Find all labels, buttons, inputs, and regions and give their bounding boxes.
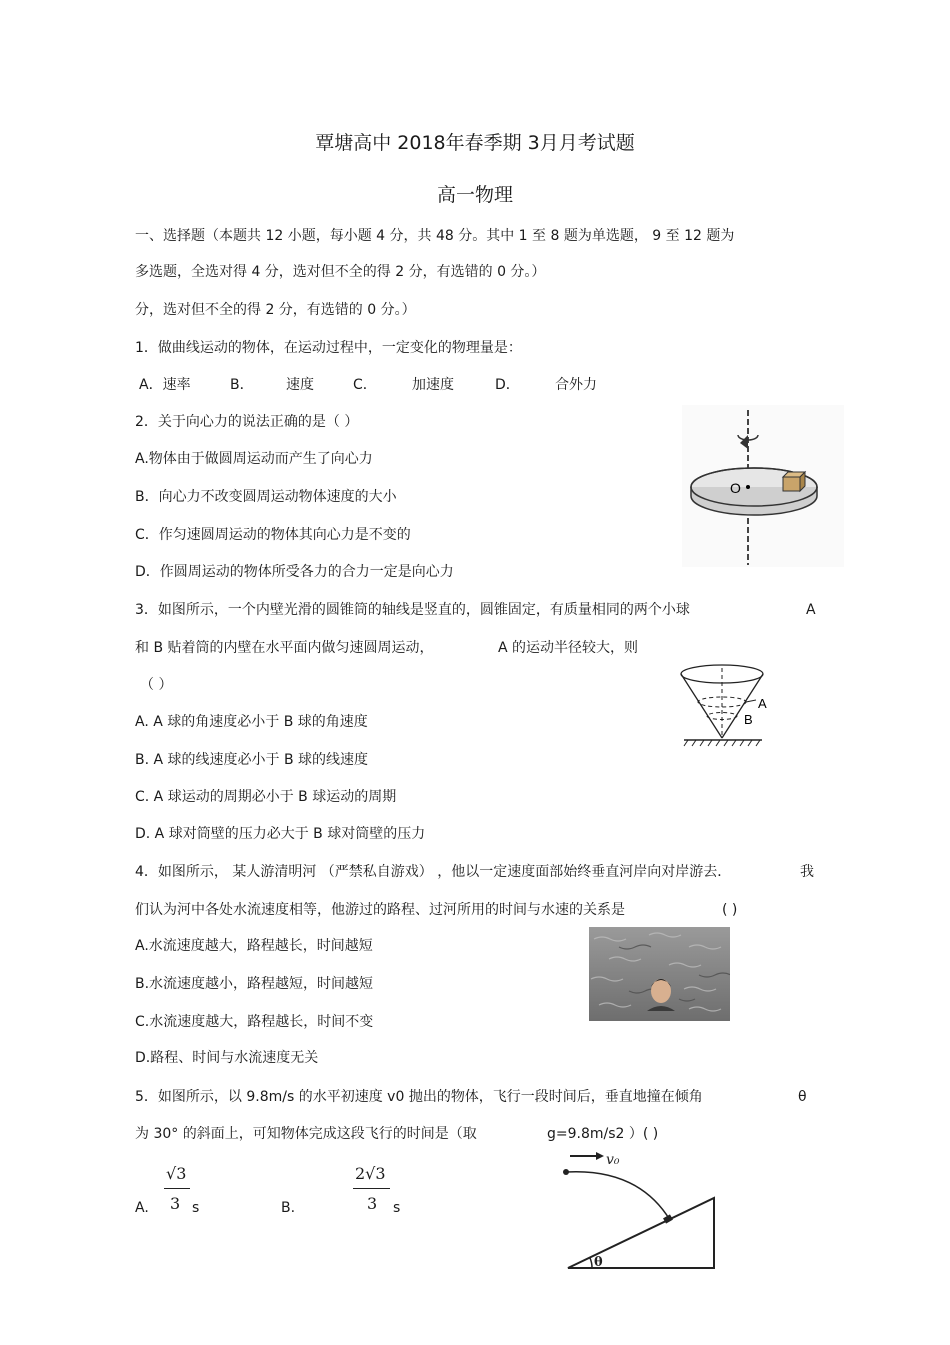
q4-option-a: A.水流速度越大，路程越长，时间越短 <box>135 938 373 954</box>
q1-option-a: A．速率 <box>139 377 191 393</box>
rotating-disk-figure <box>682 405 844 567</box>
q5-stem-theta: θ <box>798 1089 807 1105</box>
q3-option-d: D. A 球对筒壁的压力必大于 B 球对筒壁的压力 <box>135 826 426 842</box>
q2-stem: 2．关于向心力的说法正确的是（ ） <box>135 414 359 430</box>
q5-option-b-label: B. <box>281 1200 296 1216</box>
q5-option-b-numerator: 2√3 <box>355 1164 386 1183</box>
disk-center-label: O <box>730 480 741 496</box>
q3-stem-a: A <box>806 602 816 618</box>
q4-stem-line2-paren: ( ) <box>722 902 738 918</box>
q5-stem-line1: 5．如图所示，以 9.8m/s 的水平初速度 v0 抛出的物体，飞行一段时间后，垂直地撞在倾角 <box>135 1089 703 1105</box>
projectile-incline-figure <box>558 1150 724 1275</box>
cone-ball-b-label: B <box>744 712 753 727</box>
q4-stem-line1-end: 我 <box>800 864 814 880</box>
q1-stem: 1．做曲线运动的物体，在运动过程中，一定变化的物理量是： <box>135 340 522 356</box>
q5-stem-line2b: g=9.8m/s2 ）( ) <box>547 1126 659 1142</box>
q5-option-b-fraction-bar <box>353 1188 390 1189</box>
swimmer-photo <box>589 927 730 1021</box>
cone-ball-a-label: A <box>758 696 767 711</box>
q5-option-a-denominator: 3 <box>170 1194 181 1213</box>
q4-stem-line2: 们认为河中各处水流速度相等，他游过的路程、过河所用的时间与水速的关系是 <box>135 902 625 918</box>
section-intro-line2: 多选题，全选对得 4 分，选对但不全的得 2 分，有选错的 0 分。） <box>135 264 546 280</box>
q4-option-d: D.路程、时间与水流速度无关 <box>135 1050 319 1066</box>
q5-option-a-fraction-bar <box>164 1188 190 1189</box>
q2-option-d: D．作圆周运动的物体所受各力的合力一定是向心力 <box>135 564 454 580</box>
q1-option-d-text: 合外力 <box>555 377 597 393</box>
q3-option-a: A. A 球的角速度必小于 B 球的角速度 <box>135 714 368 730</box>
q1-option-c-text: 加速度 <box>412 377 454 393</box>
q2-option-b: B．向心力不改变圆周运动物体速度的大小 <box>135 489 397 505</box>
q1-option-b-label: B． <box>230 377 254 393</box>
initial-velocity-label: v₀ <box>606 1152 620 1168</box>
q3-option-b: B. A 球的线速度必小于 B 球的线速度 <box>135 752 369 768</box>
incline-angle-label: θ <box>594 1255 603 1270</box>
q3-stem-line2: 和 B 贴着筒的内壁在水平面内做匀速圆周运动， <box>135 640 434 656</box>
q5-option-b-denominator: 3 <box>367 1194 378 1213</box>
q3-stem-line2b: A 的运动半径较大，则 <box>498 640 639 656</box>
q1-option-c-label: C． <box>353 377 377 393</box>
q3-stem-line1: 3．如图所示，一个内壁光滑的圆锥筒的轴线是竖直的，圆锥固定，有质量相同的两个小球 <box>135 602 690 618</box>
q5-option-a-numerator: √3 <box>166 1164 187 1183</box>
q2-option-c: C．作匀速圆周运动的物体其向心力是不变的 <box>135 527 411 543</box>
q3-option-c: C. A 球运动的周期必小于 B 球运动的周期 <box>135 789 397 805</box>
section-intro-line3: 分，选对但不全的得 2 分，有选错的 0 分。） <box>135 302 416 318</box>
cone-figure <box>672 660 784 748</box>
q2-option-a: A.物体由于做圆周运动而产生了向心力 <box>135 451 373 467</box>
q5-stem-line2: 为 30° 的斜面上，可知物体完成这段飞行的时间是（取 <box>135 1126 477 1142</box>
page-title: 覃塘高中 2018年春季期 3月月考试题 <box>315 132 635 154</box>
q4-stem-line1: 4．如图所示， 某人游清明河 （严禁私自游戏） ，他以一定速度面部始终垂直河岸向对岸游去． <box>135 864 732 880</box>
section-intro-line1: 一、选择题（本题共 12 小题，每小题 4 分，共 48 分。其中 1 至 8 题为单选题， 9 至 12 题为 <box>135 228 735 244</box>
page-subtitle: 高一物理 <box>436 184 513 206</box>
q4-option-c: C.水流速度越大，路程越长，时间不变 <box>135 1014 374 1030</box>
q1-option-b-text: 速度 <box>286 377 314 393</box>
q5-option-b-unit: s <box>393 1200 401 1216</box>
q5-option-a-unit: s <box>192 1200 200 1216</box>
q1-option-d-label: D． <box>495 377 520 393</box>
q4-option-b: B.水流速度越小，路程越短，时间越短 <box>135 976 374 992</box>
q5-option-a-label: A. <box>135 1200 149 1216</box>
q3-stem-line3: （ ） <box>140 677 173 693</box>
